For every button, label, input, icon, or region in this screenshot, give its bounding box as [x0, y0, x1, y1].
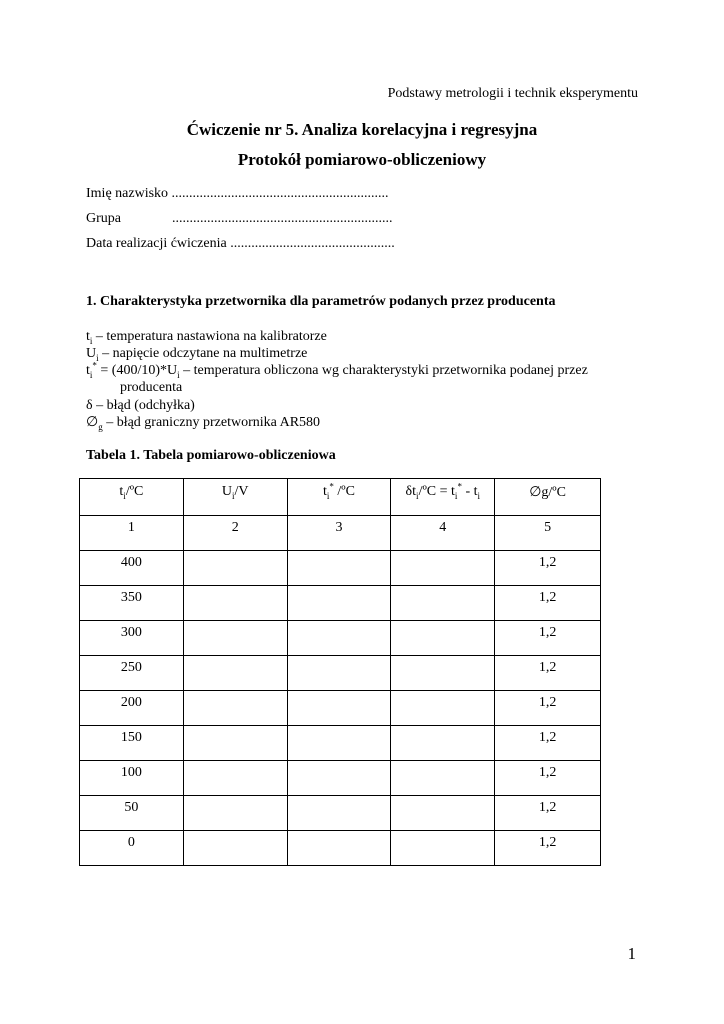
- cell-empty: [183, 551, 287, 586]
- group-field: [86, 211, 393, 227]
- cell-limit-error: 1,2: [495, 831, 601, 866]
- table-row: [80, 656, 601, 691]
- col-number: 1: [80, 516, 184, 551]
- col-number: 5: [495, 516, 601, 551]
- cell-empty: [391, 691, 495, 726]
- name-field: [86, 186, 389, 202]
- date-field: [86, 236, 395, 252]
- cell-empty: [287, 726, 391, 761]
- cell-empty: [391, 656, 495, 691]
- col-number: 4: [391, 516, 495, 551]
- cell-ti: 350: [80, 586, 184, 621]
- cell-empty: [183, 831, 287, 866]
- table-caption: Tabela 1. Tabela pomiarowo-obliczeniowa: [86, 448, 336, 463]
- page-header: Podstawy metrologii i technik eksperymentu: [387, 86, 638, 101]
- table-row: [80, 796, 601, 831]
- cell-ti: 100: [80, 761, 184, 796]
- legend-tstar-cont: producenta: [120, 380, 183, 395]
- cell-empty: [287, 656, 391, 691]
- table-header-row: [80, 479, 601, 516]
- legend-tstar: $t_i^* = (400/10)*U_i$ – temperatura obliczona wg charakterystyki przetwornika podanej przez: [86, 360, 588, 380]
- cell-empty: [287, 621, 391, 656]
- page-number: 1: [627, 944, 636, 963]
- cell-limit-error: 1,2: [495, 761, 601, 796]
- table-row: [80, 761, 601, 796]
- table-row: [80, 621, 601, 656]
- table-row: [80, 831, 601, 866]
- cell-ti: 250: [80, 656, 184, 691]
- legend-limit-error: $\emptyset_g$ – błąd graniczny przetwornika AR580: [86, 415, 321, 432]
- cell-empty: [287, 761, 391, 796]
- cell-empty: [287, 796, 391, 831]
- cell-empty: [287, 831, 391, 866]
- cell-empty: [183, 691, 287, 726]
- cell-empty: [391, 621, 495, 656]
- measurement-table: [79, 478, 601, 866]
- cell-limit-error: 1,2: [495, 726, 601, 761]
- header-ui: $U_i/V$: [183, 479, 287, 516]
- group-label: Grupa: [86, 211, 121, 226]
- cell-limit-error: 1,2: [495, 621, 601, 656]
- col-number: 3: [287, 516, 391, 551]
- table-number-row: [80, 516, 601, 551]
- group-dots: ...............................................................: [172, 211, 393, 226]
- cell-empty: [391, 796, 495, 831]
- cell-ti: 200: [80, 691, 184, 726]
- section-heading: 1. Charakterystyka przetwornika dla parametrów podanych przez producenta: [86, 294, 556, 309]
- page-title: Ćwiczenie nr 5. Analiza korelacyjna i regresyjna: [186, 120, 538, 139]
- cell-empty: [287, 691, 391, 726]
- cell-empty: [391, 726, 495, 761]
- header-limit-error: ∅g/ºC: [495, 479, 601, 516]
- header-delta: $\delta t_i/ºC = t_i^* - t_i$: [391, 479, 495, 516]
- cell-limit-error: 1,2: [495, 691, 601, 726]
- header-ti: $t_i/ºC$: [80, 479, 184, 516]
- date-dots: ...............................................: [230, 236, 395, 251]
- cell-empty: [183, 761, 287, 796]
- table-row: [80, 551, 601, 586]
- cell-empty: [183, 656, 287, 691]
- cell-empty: [183, 621, 287, 656]
- cell-empty: [183, 586, 287, 621]
- cell-empty: [391, 551, 495, 586]
- cell-limit-error: 1,2: [495, 551, 601, 586]
- cell-empty: [287, 586, 391, 621]
- date-label: Data realizacji ćwiczenia: [86, 236, 227, 251]
- table-row: [80, 586, 601, 621]
- cell-limit-error: 1,2: [495, 656, 601, 691]
- cell-limit-error: 1,2: [495, 796, 601, 831]
- table-row: [80, 726, 601, 761]
- header-ti-star: $t_i^*$ /ºC: [287, 479, 391, 516]
- cell-ti: 300: [80, 621, 184, 656]
- cell-empty: [391, 761, 495, 796]
- cell-limit-error: 1,2: [495, 586, 601, 621]
- cell-empty: [183, 726, 287, 761]
- cell-empty: [391, 586, 495, 621]
- cell-ti: 400: [80, 551, 184, 586]
- legend-ui: $U_i$ – napięcie odczytane na multimetrze: [86, 346, 308, 363]
- cell-ti: 50: [80, 796, 184, 831]
- legend-delta: δ – błąd (odchyłka): [86, 398, 195, 413]
- name-dots: ..............................................................: [171, 186, 389, 201]
- name-label: Imię nazwisko: [86, 186, 169, 201]
- col-number: 2: [183, 516, 287, 551]
- legend-ti: $t_i$ – temperatura nastawiona na kalibratorze: [86, 329, 327, 346]
- cell-empty: [287, 551, 391, 586]
- cell-empty: [183, 796, 287, 831]
- cell-empty: [391, 831, 495, 866]
- cell-ti: 0: [80, 831, 184, 866]
- cell-ti: 150: [80, 726, 184, 761]
- table-row: [80, 691, 601, 726]
- page-subtitle: Protokół pomiarowo-obliczeniowy: [237, 150, 487, 169]
